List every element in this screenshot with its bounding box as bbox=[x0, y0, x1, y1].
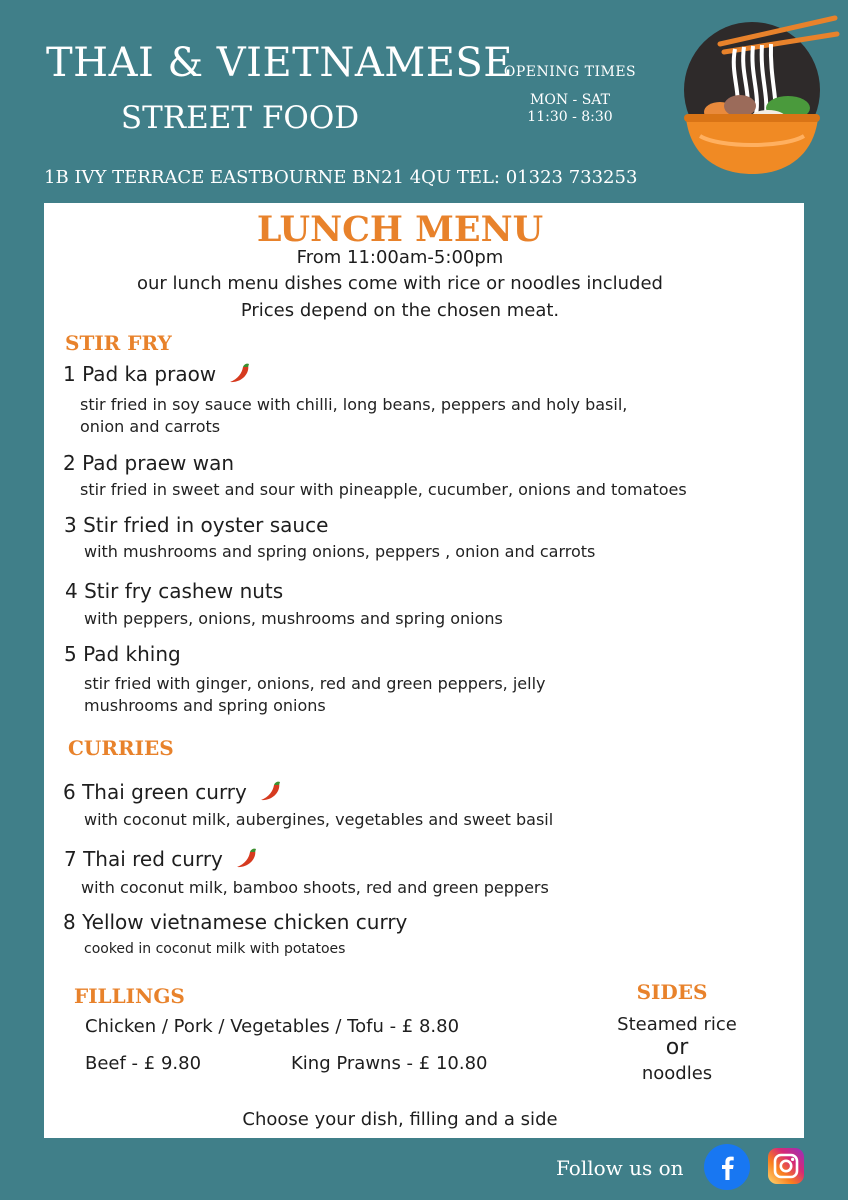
follow-us-label: Follow us on bbox=[556, 1156, 684, 1180]
fillings-standard-price: Chicken / Pork / Vegetables / Tofu - £ 8.80 bbox=[85, 1016, 460, 1037]
price-note: Prices depend on the chosen meat. bbox=[240, 300, 560, 321]
fillings-beef-price: Beef - £ 9.80 bbox=[85, 1053, 202, 1074]
opening-times-title: OPENING TIMES bbox=[503, 64, 637, 80]
menu-item-4: 4 Stir fry cashew nuts bbox=[65, 579, 284, 603]
menu-item-3-desc: with mushrooms and spring onions, peppers , onion and carrots bbox=[84, 542, 596, 561]
chilli-icon bbox=[226, 361, 252, 390]
menu-item-8-desc: cooked in coconut milk with potatoes bbox=[84, 941, 346, 957]
menu-item-5-desc: stir fried with ginger, onions, red and green peppers, jelly mushrooms and spring onions bbox=[84, 674, 546, 715]
noodle-bowl-icon bbox=[680, 14, 840, 184]
opening-times bbox=[500, 64, 640, 126]
side-noodles: noodles bbox=[641, 1063, 713, 1084]
menu-item-4-desc: with peppers, onions, mushrooms and spring onions bbox=[84, 609, 503, 628]
menu-item-6-desc: with coconut milk, aubergines, vegetables and sweet basil bbox=[84, 810, 554, 829]
instagram-icon[interactable] bbox=[768, 1148, 804, 1184]
menu-item-2-desc: stir fried in sweet and sour with pineapple, cucumber, onions and tomatoes bbox=[80, 480, 687, 499]
section-curries: CURRIES bbox=[68, 736, 174, 760]
fillings-prawns-price: King Prawns - £ 10.80 bbox=[291, 1053, 488, 1074]
lunch-menu-card bbox=[44, 203, 804, 1138]
facebook-icon[interactable] bbox=[704, 1144, 750, 1190]
menu-item-6 bbox=[63, 779, 283, 808]
address-phone: 1B IVY TERRACE EASTBOURNE BN21 4QU TEL: 01323 733253 bbox=[44, 167, 638, 188]
menu-item-8: 8 Yellow vietnamese chicken curry bbox=[63, 910, 408, 934]
lunch-hours: From 11:00am-5:00pm bbox=[296, 247, 504, 268]
lunch-note: our lunch menu dishes come with rice or noodles included bbox=[137, 273, 663, 294]
restaurant-subtitle: STREET FOOD bbox=[120, 100, 360, 136]
opening-days: MON - SAT bbox=[530, 92, 610, 108]
menu-item-3: 3 Stir fried in oyster sauce bbox=[64, 513, 329, 537]
menu-item-5: 5 Pad khing bbox=[64, 642, 181, 666]
side-or: or bbox=[665, 1035, 689, 1060]
side-steamed-rice: Steamed rice bbox=[617, 1014, 737, 1035]
menu-item-name: 7 Thai red curry bbox=[64, 847, 223, 871]
menu-item-7 bbox=[64, 846, 259, 875]
menu-item-name: 6 Thai green curry bbox=[63, 780, 247, 804]
restaurant-name: THAI & VIETNAMESE bbox=[46, 40, 513, 86]
order-instructions: Choose your dish, filling and a side bbox=[242, 1109, 558, 1130]
menu-item-1-desc: stir fried in soy sauce with chilli, long beans, peppers and holy basil, onion and carrots bbox=[80, 395, 628, 436]
menu-item-7-desc: with coconut milk, bamboo shoots, red and green peppers bbox=[81, 878, 549, 897]
menu-item-2: 2 Pad praew wan bbox=[63, 451, 235, 475]
section-sides: SIDES bbox=[636, 980, 708, 1004]
opening-hours: 11:30 - 8:30 bbox=[527, 109, 613, 125]
menu-title: LUNCH MENU bbox=[256, 209, 544, 250]
menu-item-1 bbox=[63, 361, 252, 390]
section-stir-fry: STIR FRY bbox=[65, 331, 172, 355]
chilli-icon bbox=[257, 779, 283, 808]
menu-item-name: 1 Pad ka praow bbox=[63, 362, 217, 386]
section-fillings: FILLINGS bbox=[74, 984, 185, 1008]
chilli-icon bbox=[233, 846, 259, 875]
